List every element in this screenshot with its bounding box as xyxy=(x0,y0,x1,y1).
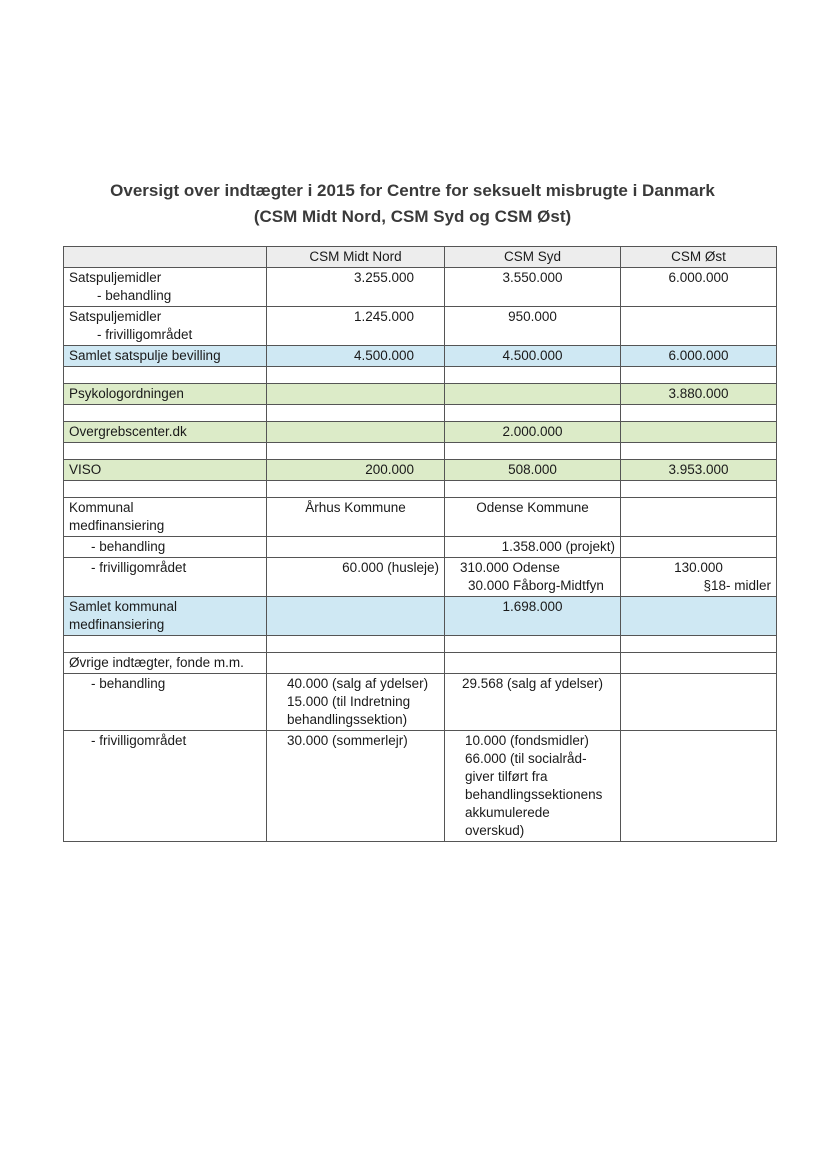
table-row xyxy=(64,498,777,537)
cell-ost: 3.880.000 xyxy=(621,384,777,405)
table-row xyxy=(64,731,777,842)
cell-midt: 3.255.000 xyxy=(267,268,445,307)
title-line-1: Oversigt over indtægter i 2015 for Centre for seksuelt misbrugte i Danmark xyxy=(110,181,715,200)
table-row xyxy=(64,346,777,367)
cell-syd-line5: akkumulerede xyxy=(465,805,550,820)
cell-midt: 1.245.000 xyxy=(267,307,445,346)
cell-ost: 3.953.000 xyxy=(621,460,777,481)
spacer-row xyxy=(64,405,777,422)
document-title xyxy=(0,178,825,230)
table-row xyxy=(64,597,777,636)
table-row xyxy=(64,558,777,597)
header-csm-ost: CSM Øst xyxy=(621,247,777,268)
table-row xyxy=(64,422,777,443)
cell-syd-line2: 66.000 (til socialråd- xyxy=(465,751,587,766)
table-row xyxy=(64,674,777,731)
cell-syd-line4: behandlingssektionens xyxy=(465,787,603,802)
cell-ost: 6.000.000 xyxy=(621,268,777,307)
income-table xyxy=(63,246,777,842)
cell-midt-line3: behandlingssektion) xyxy=(287,712,408,727)
header-csm-midt-nord: CSM Midt Nord xyxy=(267,247,445,268)
cell-syd-line1: 310.000 Odense xyxy=(460,560,560,575)
row-sublabel: - behandling xyxy=(91,539,166,554)
cell-midt: 4.500.000 xyxy=(267,346,445,367)
spacer-row xyxy=(64,443,777,460)
cell-syd-line3: giver tilført fra xyxy=(465,769,548,784)
row-sublabel: - behandling xyxy=(91,676,166,691)
cell-ost-line1: 130.000 xyxy=(674,560,723,575)
row-label: Satspuljemidler xyxy=(69,309,162,324)
cell-midt: 30.000 (sommerlejr) xyxy=(287,733,408,748)
row-label-2: medfinansiering xyxy=(69,617,165,632)
cell-syd: 1.358.000 (projekt) xyxy=(445,537,621,558)
row-label: Samlet kommunal xyxy=(69,599,178,614)
cell-midt: 60.000 (husleje) xyxy=(267,558,445,597)
cell-midt-line1: 40.000 (salg af ydelser) xyxy=(287,676,429,691)
table-row xyxy=(64,460,777,481)
cell-syd: 3.550.000 xyxy=(445,268,621,307)
header-row xyxy=(64,247,777,268)
row-label: Satspuljemidler xyxy=(69,270,162,285)
cell-midt-line2: 15.000 (til Indretning xyxy=(287,694,411,709)
table-row xyxy=(64,537,777,558)
row-label: VISO xyxy=(64,460,267,481)
cell-midt: Århus Kommune xyxy=(267,498,445,537)
table-row xyxy=(64,307,777,346)
spacer-row xyxy=(64,636,777,653)
row-label: Øvrige indtægter, fonde m.m. xyxy=(64,653,267,674)
cell-ost-line2: §18- midler xyxy=(703,578,771,593)
row-label: Kommunal xyxy=(69,500,134,515)
table-row xyxy=(64,268,777,307)
table-row xyxy=(64,384,777,405)
row-sublabel: - frivilligområdet xyxy=(91,560,187,575)
cell-syd: 4.500.000 xyxy=(445,346,621,367)
row-label: Samlet satspulje bevilling xyxy=(64,346,267,367)
cell-syd-line6: overskud) xyxy=(465,823,525,838)
row-sublabel: - frivilligområdet xyxy=(97,327,193,342)
row-label: Psykologordningen xyxy=(64,384,267,405)
row-label-2: medfinansiering xyxy=(69,518,165,533)
cell-syd: 29.568 (salg af ydelser) xyxy=(445,674,621,731)
cell-midt: 200.000 xyxy=(267,460,445,481)
cell-syd: Odense Kommune xyxy=(445,498,621,537)
row-sublabel: - frivilligområdet xyxy=(91,733,187,748)
cell-ost: 6.000.000 xyxy=(621,346,777,367)
cell-syd: 1.698.000 xyxy=(445,597,621,636)
header-empty xyxy=(64,247,267,268)
cell-syd-line2: 30.000 Fåborg-Midtfyn xyxy=(468,578,604,593)
row-label: Overgrebscenter.dk xyxy=(64,422,267,443)
cell-syd: 2.000.000 xyxy=(445,422,621,443)
header-csm-syd: CSM Syd xyxy=(445,247,621,268)
title-line-2: (CSM Midt Nord, CSM Syd og CSM Øst) xyxy=(253,207,572,226)
row-sublabel: - behandling xyxy=(97,288,172,303)
spacer-row xyxy=(64,367,777,384)
cell-syd: 950.000 xyxy=(445,307,621,346)
table-row xyxy=(64,653,777,674)
cell-syd: 508.000 xyxy=(445,460,621,481)
spacer-row xyxy=(64,481,777,498)
cell-ost xyxy=(621,307,777,346)
cell-syd-line1: 10.000 (fondsmidler) xyxy=(465,733,589,748)
